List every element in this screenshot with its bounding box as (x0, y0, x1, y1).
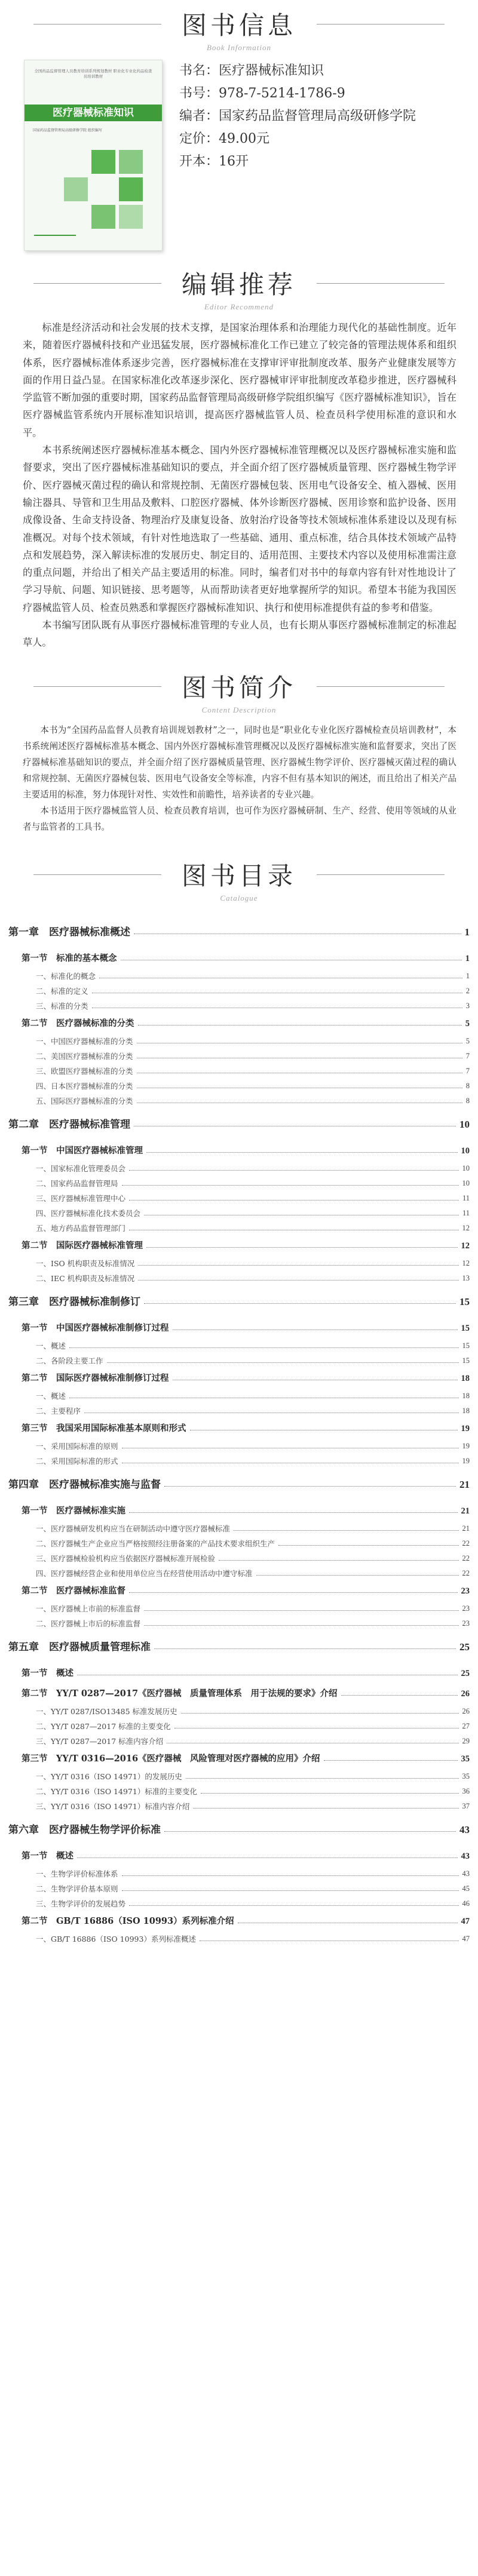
toc-label: 第二节 YY/T 0287—2017《医疗器械 质量管理体系 用于法规的要求》介绍 (22, 1688, 338, 1699)
toc-label: 三、YY/T 0287—2017 标准内容介绍 (36, 1736, 164, 1746)
toc-label: 一、生物学评价标准体系 (36, 1869, 118, 1878)
toc-label: 第一节 概述 (22, 1850, 73, 1861)
toc-label: 五、国际医疗器械标准的分类 (36, 1096, 133, 1106)
toc-entry[interactable] (8, 969, 470, 984)
toc-page-number: 19 (462, 1441, 470, 1450)
book-title-field: 书名：医疗器械标准知识 (179, 63, 324, 78)
toc-page-number: 18 (462, 1391, 470, 1400)
toc-entry[interactable] (8, 1551, 470, 1566)
toc-page-number: 25 (459, 1641, 470, 1653)
toc-label: 一、标准化的概念 (36, 971, 96, 981)
toc-section[interactable] (8, 1663, 470, 1684)
toc-page-number: 26 (461, 1688, 470, 1699)
catalogue-section (0, 851, 478, 1946)
toc-section[interactable] (8, 1014, 470, 1034)
toc-entry[interactable] (8, 1049, 470, 1064)
toc-page-number: 35 (462, 1771, 470, 1780)
toc-label: 第一节 中国医疗器械标准制修订过程 (22, 1322, 169, 1333)
toc-entry[interactable] (8, 1256, 470, 1271)
toc-section[interactable] (8, 1368, 470, 1389)
toc-label: 二、国家药品监督管理局 (36, 1178, 118, 1188)
editor-recommend-paragraph: 标准是经济活动和社会发展的技术支撑，是国家治理体系和治理能力现代化的基础性制度。近年来，随着医疗器械科技和产业迅猛发展，医疗器械标准化工作已建立了较完备的管理法规体系和组织体系，医疗器械标准体系逐步完善，医疗器械标准在支撑审评审批制度改革、服务产业健康发展等方面的作用日益凸显。在国家标准化改革逐步深化、医疗器械审评审批制度改革稳步推进，医疗器械科学监管不断加强的重要时期，国家药品监督管理局高级研修学院组织编写《医疗器械标准知识》，旨在医疗器械监管系统内开展标准知识培训，提高医疗器械监管人员、检查员科学使用标准的意识和水平。 (23, 322, 456, 438)
toc-page-number: 5 (465, 1036, 470, 1045)
toc-page-number: 10 (459, 1118, 470, 1130)
cover-decor-square (119, 150, 143, 174)
book-info-title: 图书信息 (181, 11, 296, 40)
toc-page-number: 29 (462, 1736, 470, 1745)
toc-page-number: 43 (459, 1823, 470, 1835)
cover-decor-square (91, 205, 115, 229)
toc-page-number: 43 (462, 1869, 470, 1878)
toc-entry[interactable] (8, 1221, 470, 1236)
toc-entry[interactable] (8, 1034, 470, 1049)
toc-entry[interactable] (8, 1704, 470, 1719)
toc-label: 一、医疗器械上市前的标准监督 (36, 1604, 141, 1613)
toc-label: 第二节 国际医疗器械标准管理 (22, 1240, 143, 1251)
toc-section[interactable] (8, 1749, 470, 1769)
price-field: 定价：49.00元 (179, 131, 269, 146)
toc-entry[interactable] (8, 1064, 470, 1079)
toc-chapter[interactable] (8, 1631, 470, 1663)
toc-page-number: 7 (465, 1051, 470, 1060)
toc-section[interactable] (8, 1419, 470, 1439)
toc-label: 二、采用国际标准的形式 (36, 1456, 118, 1466)
content-description-title: 图书简介 (181, 673, 296, 702)
toc-page-number: 18 (462, 1406, 470, 1415)
toc-page-number: 10 (462, 1163, 470, 1172)
isbn-field: 书号：978-7-5214-1786-9 (179, 86, 345, 101)
toc-page-number: 22 (462, 1539, 470, 1548)
toc-entry[interactable] (8, 1799, 470, 1814)
book-info-fields (179, 60, 460, 173)
catalogue-subtitle: Catalogue (220, 893, 258, 902)
toc-section[interactable] (8, 1846, 470, 1866)
toc-page-number: 21 (462, 1524, 470, 1533)
toc-label: 第三节 YY/T 0316—2016《医疗器械 风险管理对医疗器械的应用》介绍 (22, 1753, 320, 1764)
cover-series-text: 全国药品监督管理人员教育培训系列规划教材 职业化专业化药品检查员培训教材 (34, 69, 152, 79)
header-rule-left (33, 283, 161, 284)
toc-leader-dots (69, 1347, 458, 1348)
toc-leader-dots (129, 1592, 458, 1593)
toc-entry[interactable] (8, 1079, 470, 1094)
toc-page-number: 18 (461, 1373, 470, 1383)
toc-label: 第一节 医疗器械标准实施 (22, 1505, 125, 1516)
toc-page-number: 43 (461, 1851, 470, 1861)
toc-entry[interactable] (8, 1536, 470, 1551)
toc-page-number: 5 (465, 1018, 470, 1028)
toc-page-number: 12 (462, 1258, 470, 1267)
toc-page-number: 45 (462, 1884, 470, 1893)
toc-page-number: 46 (462, 1899, 470, 1908)
toc-page-number: 10 (461, 1146, 470, 1156)
toc-chapter[interactable] (8, 916, 470, 948)
toc-page-number: 1 (465, 953, 470, 963)
toc-label: 二、医疗器械生产企业应当严格按照经注册备案的产品技术要求组织生产 (36, 1539, 275, 1548)
content-description-subtitle: Content Description (201, 705, 277, 714)
toc-label: 一、ISO 机构职责及标准情况 (36, 1258, 135, 1268)
toc-label: 第二节 医疗器械标准监督 (22, 1585, 125, 1596)
toc-label: 三、生物学评价的发展趋势 (36, 1899, 126, 1908)
toc-chapter[interactable] (8, 1286, 470, 1318)
toc-leader-dots (341, 1695, 458, 1696)
toc-label: 一、YY/T 0316（ISO 14971）的发展历史 (36, 1771, 182, 1781)
toc-label: 二、IEC 机构职责及标准情况 (36, 1273, 135, 1283)
toc-leader-dots (77, 1857, 458, 1858)
toc-label: 一、国家标准化管理委员会 (36, 1163, 126, 1173)
toc-entry[interactable] (8, 999, 470, 1014)
toc-leader-dots (122, 1890, 459, 1891)
toc-entry[interactable] (8, 1734, 470, 1749)
toc-label: 二、各阶段主要工作 (36, 1356, 103, 1365)
toc-leader-dots (138, 1025, 462, 1026)
toc-label: 第二节 GB/T 16886（ISO 10993）系列标准介绍 (22, 1915, 234, 1926)
toc-entry[interactable] (8, 1353, 470, 1368)
toc-entry[interactable] (8, 1881, 470, 1896)
toc-leader-dots (278, 1545, 458, 1546)
toc-entry[interactable] (8, 1191, 470, 1206)
cover-editor-text: 国家药品监督管理局高级研修学院 组织编写 (33, 128, 102, 133)
toc-label: 二、标准的定义 (36, 986, 88, 996)
toc-leader-dots (234, 1530, 458, 1531)
toc-page-number: 15 (462, 1356, 470, 1365)
toc-label: 二、YY/T 0287—2017 标准的主要变化 (36, 1721, 171, 1731)
toc-label: 第五章 医疗器械质量管理标准 (8, 1641, 151, 1653)
toc-label: 一、采用国际标准的原则 (36, 1441, 118, 1451)
toc-label: 一、概述 (36, 1341, 66, 1350)
toc-label: 二、YY/T 0316（ISO 14971）标准的主要变化 (36, 1786, 197, 1796)
toc-label: 一、YY/T 0287/ISO13485 标准发展历史 (36, 1706, 177, 1716)
toc-entry[interactable] (8, 1094, 470, 1109)
toc-label: 第三节 我国采用国际标准基本原则和形式 (22, 1423, 186, 1433)
content-description-paragraph: 本书为“全国药品监督人员教育培训规划教材”之一，同时也是“职业化专业化医疗器械检查员培训教材”，本书系统阐述医疗器械标准基本概念、国内外医疗器械标准管理概况以及医疗器械标准实施和监督要求，突出了医疗器械标准基础知识的要点，并全面介绍了医疗器械质量管理、医疗器械生物学评价、医疗器械灭菌过程的确认和常规控制、无菌医疗器械包装、医用电气设备安全等标准，内容不但有基本知识的阐述，而且给出了相关产品主要适用的标准，努力体现针对性、实效性和前瞻性，培养读者的专业兴趣。 (23, 724, 456, 800)
toc-leader-dots (138, 1280, 458, 1281)
toc-label: 四、医疗器械经营企业和使用单位应当在经营使用活动中遵守标准 (36, 1568, 253, 1578)
toc-label: 三、标准的分类 (36, 1001, 88, 1011)
toc-leader-dots (144, 1610, 458, 1611)
toc-leader-dots (144, 1625, 458, 1626)
toc-page-number: 23 (462, 1619, 470, 1628)
toc-chapter[interactable] (8, 1469, 470, 1501)
toc-section[interactable] (8, 1501, 470, 1521)
toc-entry[interactable] (8, 1932, 470, 1946)
toc-label: 第一节 中国医疗器械标准管理 (22, 1145, 143, 1156)
toc-page-number: 13 (462, 1273, 470, 1282)
toc-page-number: 19 (462, 1456, 470, 1465)
toc-entry[interactable] (8, 1454, 470, 1469)
toc-label: 二、美国医疗器械标准的分类 (36, 1051, 133, 1061)
cover-decor-square (119, 205, 143, 229)
toc-label: 第四章 医疗器械标准实施与监督 (8, 1478, 161, 1491)
editor-recommend-title: 编辑推荐 (181, 270, 296, 299)
toc-label: 三、YY/T 0316（ISO 14971）标准内容介绍 (36, 1801, 190, 1811)
editor-recommend-paragraph: 本书系统阐述医疗器械标准基本概念、国内外医疗器械标准管理概况以及医疗器械标准实施和监督要求，突出了医疗器械标准基础知识的要点，并全面介绍了医疗器械质量管理、医疗器械生物学评价、医疗器械灭菌过程的确认和常规控制、无菌医疗器械包装、医用电气设备安全、植入器械、医用输注器具、导管和卫生用品及敷料、口腔医疗器械、体外诊断医疗器械、医用诊察和监护设备、医用成像设备、生命支持设备、物理治疗及康复设备、放射治疗设备等技术领域标准体系建设以及现有标准概况。对每个技术领域，有针对性地选取了一些基础、通用、重点标准，结合具体技术领域产品特点和发展趋势，深入解读标准的发展历史、制定目的、适用范围、主要技术内容以及使用标准需注意的重点问题，并给出了相关产品主要适用的标准。同时，编者们对书中的每章内容有针对性地设计了学习导航、问题、知识链接、思考题等，从而帮助读者更好地掌握所学的知识。希望本书能为我国医疗器械监管人员、检查员熟悉和掌握医疗器械标准知识、执行和使用标准提供有益的参考和借鉴。 (23, 444, 456, 613)
catalogue-title: 图书目录 (181, 861, 296, 891)
toc-leader-dots (181, 1713, 459, 1714)
toc-leader-dots (107, 1362, 459, 1363)
toc-entry[interactable] (8, 1896, 470, 1911)
toc-label: 一、医疗器械研发机构应当在研制活动中遵守医疗器械标准 (36, 1524, 231, 1533)
toc-entry[interactable] (8, 1866, 470, 1881)
toc-entry[interactable] (8, 1566, 470, 1581)
toc-entry[interactable] (8, 1271, 470, 1286)
toc-entry[interactable] (8, 1439, 470, 1454)
header-rule-left (33, 686, 161, 687)
toc-label: 一、概述 (36, 1391, 66, 1401)
editor-recommend-section (0, 259, 478, 652)
toc-label: 第六章 医疗器械生物学评价标准 (8, 1823, 161, 1836)
toc-entry[interactable] (8, 1719, 470, 1734)
toc-label: 第二章 医疗器械标准管理 (8, 1118, 130, 1131)
toc-page-number: 21 (461, 1506, 470, 1516)
toc-entry[interactable] (8, 1161, 470, 1176)
header-rule-left (33, 874, 161, 875)
toc-entry[interactable] (8, 1769, 470, 1784)
toc-label: 三、医疗器械标准管理中心 (36, 1193, 126, 1203)
editor-recommend-text (23, 319, 456, 652)
toc-leader-dots (164, 1831, 456, 1832)
toc-page-number: 12 (461, 1241, 470, 1251)
toc-entry[interactable] (8, 1616, 470, 1631)
toc-entry[interactable] (8, 1404, 470, 1419)
catalogue-header (0, 851, 478, 908)
toc-entry[interactable] (8, 1521, 470, 1536)
toc-leader-dots (219, 1560, 458, 1561)
toc-label: 一、中国医疗器械标准的分类 (36, 1036, 133, 1046)
toc-label: 第一章 医疗器械标准概述 (8, 926, 130, 938)
toc-page-number: 7 (465, 1066, 470, 1075)
toc-page-number: 35 (461, 1754, 470, 1764)
toc-leader-dots (144, 1303, 456, 1304)
content-description-text (23, 722, 456, 835)
toc-page-number: 11 (462, 1193, 470, 1202)
toc-entry[interactable] (8, 1338, 470, 1353)
toc-label: 第二节 国际医疗器械标准制修订过程 (22, 1373, 169, 1383)
format-field: 开本：16开 (179, 154, 249, 169)
cover-decor-square (64, 177, 88, 201)
toc-leader-dots (146, 1247, 458, 1248)
toc-page-number: 10 (462, 1178, 470, 1187)
toc-page-number: 3 (465, 1001, 470, 1010)
toc-leader-dots (129, 1905, 458, 1906)
toc-section[interactable] (8, 1318, 470, 1338)
editor-field: 编者：国家药品监督管理局高级研修学院 (179, 109, 416, 124)
toc-page-number: 12 (462, 1223, 470, 1232)
toc-leader-dots (324, 1760, 458, 1761)
toc-leader-dots (138, 1265, 458, 1266)
toc-page-number: 23 (461, 1586, 470, 1596)
content-description-header (0, 662, 478, 720)
toc-entry[interactable] (8, 1601, 470, 1616)
toc-leader-dots (129, 1200, 459, 1201)
toc-page-number: 2 (465, 986, 470, 995)
toc-page-number: 15 (462, 1341, 470, 1350)
toc-page-number: 15 (461, 1323, 470, 1333)
toc-entry[interactable] (8, 1176, 470, 1191)
toc-section[interactable] (8, 1581, 470, 1601)
toc-label: 三、欧盟医疗器械标准的分类 (36, 1066, 133, 1076)
toc-leader-dots (146, 1152, 458, 1153)
toc-page-number: 11 (462, 1208, 470, 1217)
toc-leader-dots (256, 1575, 459, 1576)
toc-leader-dots (129, 1512, 458, 1513)
book-cover-image (24, 60, 163, 251)
content-description-paragraph: 本书适用于医疗器械监管人员、检查员教育培训，也可作为医疗器械研制、生产、经营、使用等领域的从业者与监管者的工具书。 (23, 805, 456, 832)
toc-label: 二、生物学评价基本原则 (36, 1884, 118, 1893)
toc-section[interactable] (8, 1911, 470, 1932)
toc-label: 四、日本医疗器械标准的分类 (36, 1081, 133, 1091)
toc-section[interactable] (8, 1236, 470, 1256)
toc-label: 三、医疗器械检验机构应当依据医疗器械标准开展检验 (36, 1553, 216, 1563)
toc-label: 第一节 概述 (22, 1668, 73, 1678)
toc-label: 第三章 医疗器械标准制修订 (8, 1295, 140, 1308)
toc-page-number: 47 (461, 1916, 470, 1926)
toc-entry[interactable] (8, 1206, 470, 1221)
toc-page-number: 8 (465, 1096, 470, 1105)
toc-chapter[interactable] (8, 1109, 470, 1141)
toc-page-number: 23 (462, 1604, 470, 1613)
toc-leader-dots (193, 1808, 458, 1809)
header-rule-right (317, 874, 445, 875)
book-info-subtitle: Book Information (206, 43, 272, 52)
publisher-logo (34, 235, 76, 243)
toc-section[interactable] (8, 1684, 470, 1704)
toc-section[interactable] (8, 1141, 470, 1161)
toc-leader-dots (129, 1170, 458, 1171)
toc-page-number: 26 (462, 1706, 470, 1715)
toc-leader-dots (122, 1875, 459, 1876)
toc-leader-dots (154, 1648, 456, 1649)
toc-page-number: 1 (465, 971, 470, 980)
toc-leader-dots (201, 1793, 459, 1794)
toc-page-number: 47 (462, 1934, 470, 1943)
toc-leader-dots (186, 1778, 459, 1779)
toc-entry[interactable] (8, 984, 470, 999)
toc-label: 第二节 医疗器械标准的分类 (22, 1018, 134, 1028)
toc-page-number: 22 (462, 1568, 470, 1577)
toc-page-number: 21 (459, 1478, 470, 1490)
editor-recommend-subtitle: Editor Recommend (204, 302, 274, 311)
toc-leader-dots (122, 1185, 459, 1186)
book-info-section (0, 0, 478, 221)
toc-page-number: 37 (462, 1801, 470, 1810)
toc-chapter[interactable] (8, 1814, 470, 1846)
toc-label: 五、地方药品监督管理部门 (36, 1223, 126, 1233)
toc-page-number: 36 (462, 1786, 470, 1795)
cover-title: 医疗器械标准知识 (24, 105, 162, 121)
toc-entry[interactable] (8, 1784, 470, 1799)
editor-recommend-paragraph: 本书编写团队既有从事医疗器械标准管理的专业人员，也有长期从事医疗器械标准制定的标准起草人。 (23, 619, 456, 649)
book-info-header (0, 0, 478, 57)
toc-section[interactable] (8, 948, 470, 969)
table-of-contents (8, 916, 470, 1946)
cover-decor-square (91, 150, 115, 174)
toc-page-number: 27 (462, 1721, 470, 1730)
toc-entry[interactable] (8, 1389, 470, 1404)
header-rule-right (317, 686, 445, 687)
header-rule-right (317, 283, 445, 284)
toc-label: 一、GB/T 16886（ISO 10993）系列标准概述 (36, 1934, 196, 1943)
toc-page-number: 8 (465, 1081, 470, 1090)
toc-page-number: 22 (462, 1553, 470, 1562)
toc-label: 四、医疗器械标准化技术委员会 (36, 1208, 141, 1218)
toc-page-number: 19 (461, 1423, 470, 1433)
toc-label: 第一节 标准的基本概念 (22, 953, 117, 963)
toc-page-number: 1 (464, 926, 470, 938)
editor-recommend-header (0, 259, 478, 317)
toc-leader-dots (164, 1486, 456, 1487)
toc-label: 二、医疗器械上市后的标准监督 (36, 1619, 141, 1628)
content-description-section (0, 662, 478, 835)
toc-page-number: 25 (461, 1668, 470, 1678)
toc-page-number: 15 (459, 1295, 470, 1307)
toc-label: 二、主要程序 (36, 1406, 81, 1416)
cover-decor-square (119, 177, 143, 201)
